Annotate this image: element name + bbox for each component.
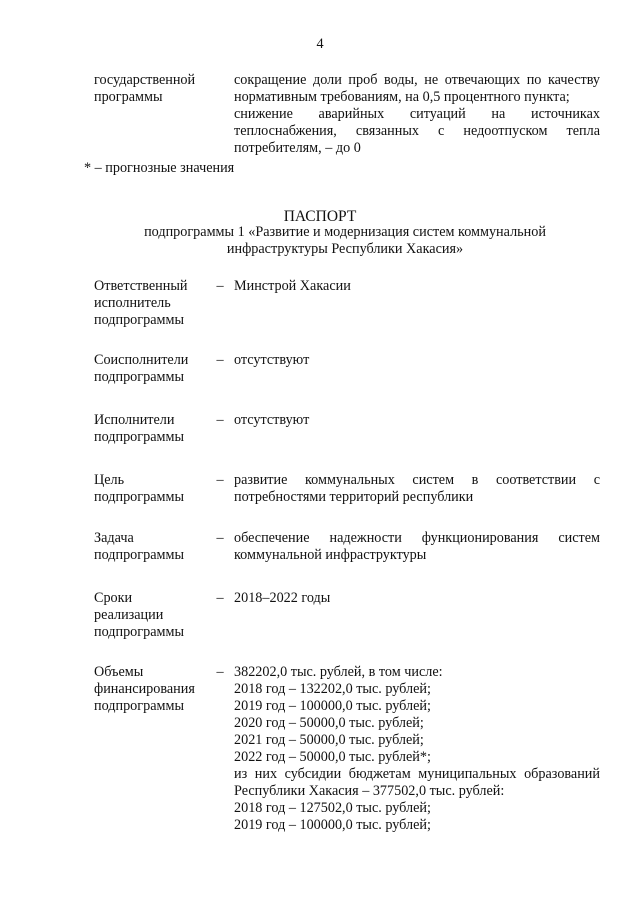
value-line: 2019 год – 100000,0 тыс. рублей;	[234, 698, 431, 714]
row-dash: –	[216, 472, 224, 488]
value-line: отсутствуют	[234, 412, 310, 428]
value-line: потребностями территорий республики	[234, 489, 474, 505]
row-label	[94, 590, 210, 641]
value-line: из них субсидии бюджетам муниципальных образований	[234, 766, 600, 782]
value-line: 2021 год – 50000,0 тыс. рублей;	[234, 732, 424, 748]
value-line: 2019 год – 100000,0 тыс. рублей;	[234, 817, 431, 833]
row-value	[234, 352, 600, 369]
row-value	[234, 590, 600, 607]
row-label	[94, 412, 210, 446]
row-dash: –	[216, 352, 224, 368]
value-line: отсутствуют	[234, 352, 310, 368]
label-line: государственной	[94, 72, 196, 88]
footnote-forecast: * – прогнозные значения	[84, 160, 235, 176]
label-line: подпрограммы	[94, 429, 184, 445]
value-line: нормативным требованиям, на 0,5 процентного пункта;	[234, 89, 570, 105]
row-value	[234, 472, 600, 506]
value-line: снижение аварийных ситуаций на источниках	[234, 106, 600, 122]
label-line: исполнитель	[94, 295, 171, 311]
row-dash: –	[216, 412, 224, 428]
row-label	[94, 530, 210, 564]
value-line: 2018 год – 127502,0 тыс. рублей;	[234, 800, 431, 816]
row-dash: –	[216, 590, 224, 606]
value-line: развитие коммунальных систем в соответствии с	[234, 472, 600, 488]
row-value	[234, 278, 600, 295]
label-line: подпрограммы	[94, 489, 184, 505]
label-line: подпрограммы	[94, 624, 184, 640]
subtitle-line: подпрограммы 1 «Развитие и модернизация систем коммунальной	[144, 224, 546, 240]
value-line: сокращение доли проб воды, не отвечающих по качеству	[234, 72, 600, 88]
row-value	[234, 412, 600, 429]
row-value	[234, 664, 600, 834]
row-dash: –	[216, 278, 224, 294]
section-value	[234, 72, 600, 157]
label-line: подпрограммы	[94, 369, 184, 385]
row-value	[234, 530, 600, 564]
label-line: Сроки	[94, 590, 133, 606]
value-line: потребителям, – до 0	[234, 140, 361, 156]
value-line: 382202,0 тыс. рублей, в том числе:	[234, 664, 443, 680]
row-label	[94, 278, 210, 329]
passport-title: ПАСПОРТ	[283, 208, 357, 225]
value-line: Республики Хакасия – 377502,0 тыс. рублей:	[234, 783, 505, 799]
label-line: подпрограммы	[94, 698, 184, 714]
row-label	[94, 472, 210, 506]
label-line: Ответственный	[94, 278, 188, 294]
row-dash: –	[216, 664, 224, 680]
label-line: Объемы	[94, 664, 144, 680]
label-line: реализации	[94, 607, 164, 623]
passport-subtitle	[140, 224, 550, 258]
page-number: 4	[316, 36, 324, 52]
label-line: подпрограммы	[94, 312, 184, 328]
value-line: теплоснабжения, связанных с недоотпуском тепла	[234, 123, 600, 139]
value-line: обеспечение надежности функционирования систем	[234, 530, 600, 546]
row-dash: –	[216, 530, 224, 546]
value-line: 2018 год – 132202,0 тыс. рублей;	[234, 681, 431, 697]
label-line: Цель	[94, 472, 125, 488]
value-line: коммунальной инфраструктуры	[234, 547, 427, 563]
label-line: Задача	[94, 530, 134, 546]
label-line: программы	[94, 89, 163, 105]
value-line: 2020 год – 50000,0 тыс. рублей;	[234, 715, 424, 731]
label-line: подпрограммы	[94, 547, 184, 563]
label-line: Соисполнители	[94, 352, 189, 368]
row-label	[94, 664, 210, 715]
row-label	[94, 352, 210, 386]
subtitle-line: инфраструктуры Республики Хакасия»	[226, 241, 464, 257]
section-label	[94, 72, 224, 106]
value-line: Минстрой Хакасии	[234, 278, 351, 294]
label-line: Исполнители	[94, 412, 175, 428]
label-line: финансирования	[94, 681, 195, 697]
value-line: 2018–2022 годы	[234, 590, 331, 606]
value-line: 2022 год – 50000,0 тыс. рублей*;	[234, 749, 431, 765]
